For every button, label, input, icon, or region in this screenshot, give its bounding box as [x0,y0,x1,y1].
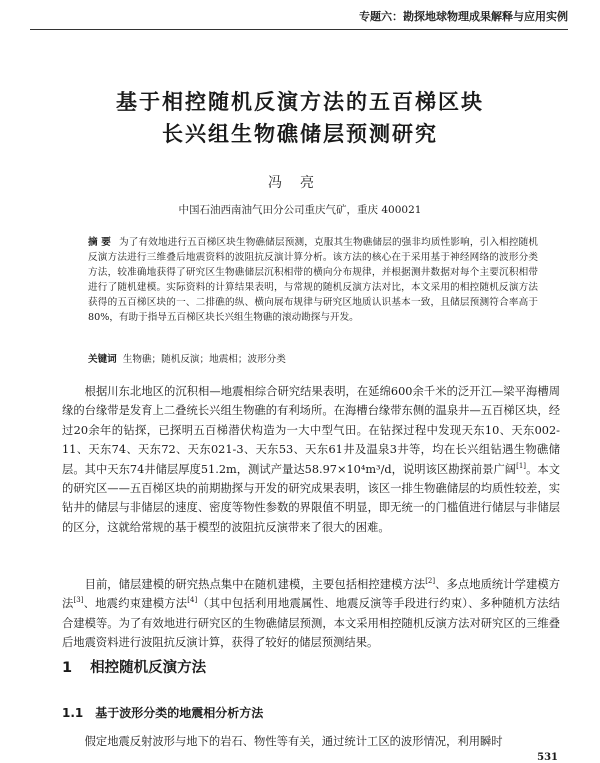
citation: [1] [516,461,527,470]
abstract [88,235,538,325]
paragraph-2 [62,575,560,653]
p2-text-d: （其中包括利用地震属性、地震反演等手段进行约束）、多种随机方法结合建模等。为了有效地进行研究区的生物礁储层预测，本文采用相控随机反演方法对研究区的三维叠后地震资料进行波阻抗反演计算，获得了较好的储层预测结果。 [62,597,560,650]
page-number: 531 [537,752,558,763]
citation: [2] [425,577,436,586]
abstract-text: 为了有效地进行五百梯区块生物礁储层预测，克服其生物礁储层的强非均质性影响，引入相控随机反演方法进行三维叠后地震资料的波阻抗反演计算分析。该方法的核心在于采用基于神经网络的波形分类方法，较准确地获得了研究区生物礁储层沉积相带的横向分布规律，并根据测井数据对每个主要沉积相带进行了随机建模。实际资料的计算结果表明，与常规的随机反演方法对比，本文采用的相控随机反演方法获得的五百梯区块的一、二排礁的纵、横向展布规律与研究区地质认识基本一致，且储层预测符合率高于80%，有助于指导五百梯区块长兴组生物礁的滚动勘探与开发。 [88,237,539,323]
author: 冯亮 [268,175,332,191]
section-1-1-number: 1.1 [62,706,84,720]
p2-text-a: 目前，储层建模的研究热点集中在随机建模，主要包括相控建模方法 [84,578,426,591]
p1-text-b: 。本文的研究区——五百梯区块的前期勘探与开发的研究成果表明，该区一排生物礁储层的均质性较差，实钻井的储层与非储层的速度、密度等物性参数的界限值不明显，即无统一的门槛值进行储层与非储层的区分，这就给常规的基于模型的波阻抗反演带来了很大的困难。 [62,462,560,534]
title-line-1: 基于相控随机反演方法的五百梯区块 [116,90,484,114]
section-1-number: 1 [62,660,73,676]
keywords-text: 生物礁；随机反演；地震相；波形分类 [122,354,286,365]
citation: [3] [73,596,84,605]
abstract-label: 摘 要 [88,237,111,248]
keywords [88,352,538,367]
p2-text-b: 、多点地质统计学建模方法 [62,578,560,611]
keywords-label: 关键词 [88,354,117,365]
running-head: 专题六：勘探地球物理成果解释与应用实例 [30,8,568,30]
section-1-title: 相控随机反演方法 [90,660,207,676]
paragraph-3: 假定地震反射波形与地下的岩石、物性等有关，通过统计工区的波形情况，利用瞬时 [84,735,503,748]
p1-text-a: 根据川东北地区的沉积相—地震相综合研究结果表明，在延绵600余千米的泛开江—梁平海槽周缘的台缘带是发育上二叠统长兴组生物礁的有利场所。在海槽台缘带东侧的温泉井—五百梯区块，经过20余年的钻探，已探明五百梯潜伏构造为一大中型气田。在钻探过程中发现天东10、天东002-11、天东74、天东72、天东021-3、天东53、天东61井及温泉3井等，均在长兴组钻遇生物礁储层。其中天东74井储层厚度51.2m，测试产量达58.97×10⁴m³/d，说明该区勘探前景广阔 [62,385,560,476]
section-1-heading [62,656,206,677]
paper-title [30,86,570,150]
affiliation: 中国石油西南油气田分公司重庆气矿，重庆 400021 [178,204,422,216]
citation: [4] [187,596,198,605]
section-1-1-title: 基于波形分类的地震相分析方法 [95,706,264,720]
paragraph-1 [62,382,560,537]
title-line-2: 长兴组生物礁储层预测研究 [162,122,438,146]
section-1-1-heading [62,704,263,721]
p2-text-c: 、地震约束建模方法 [83,597,188,611]
